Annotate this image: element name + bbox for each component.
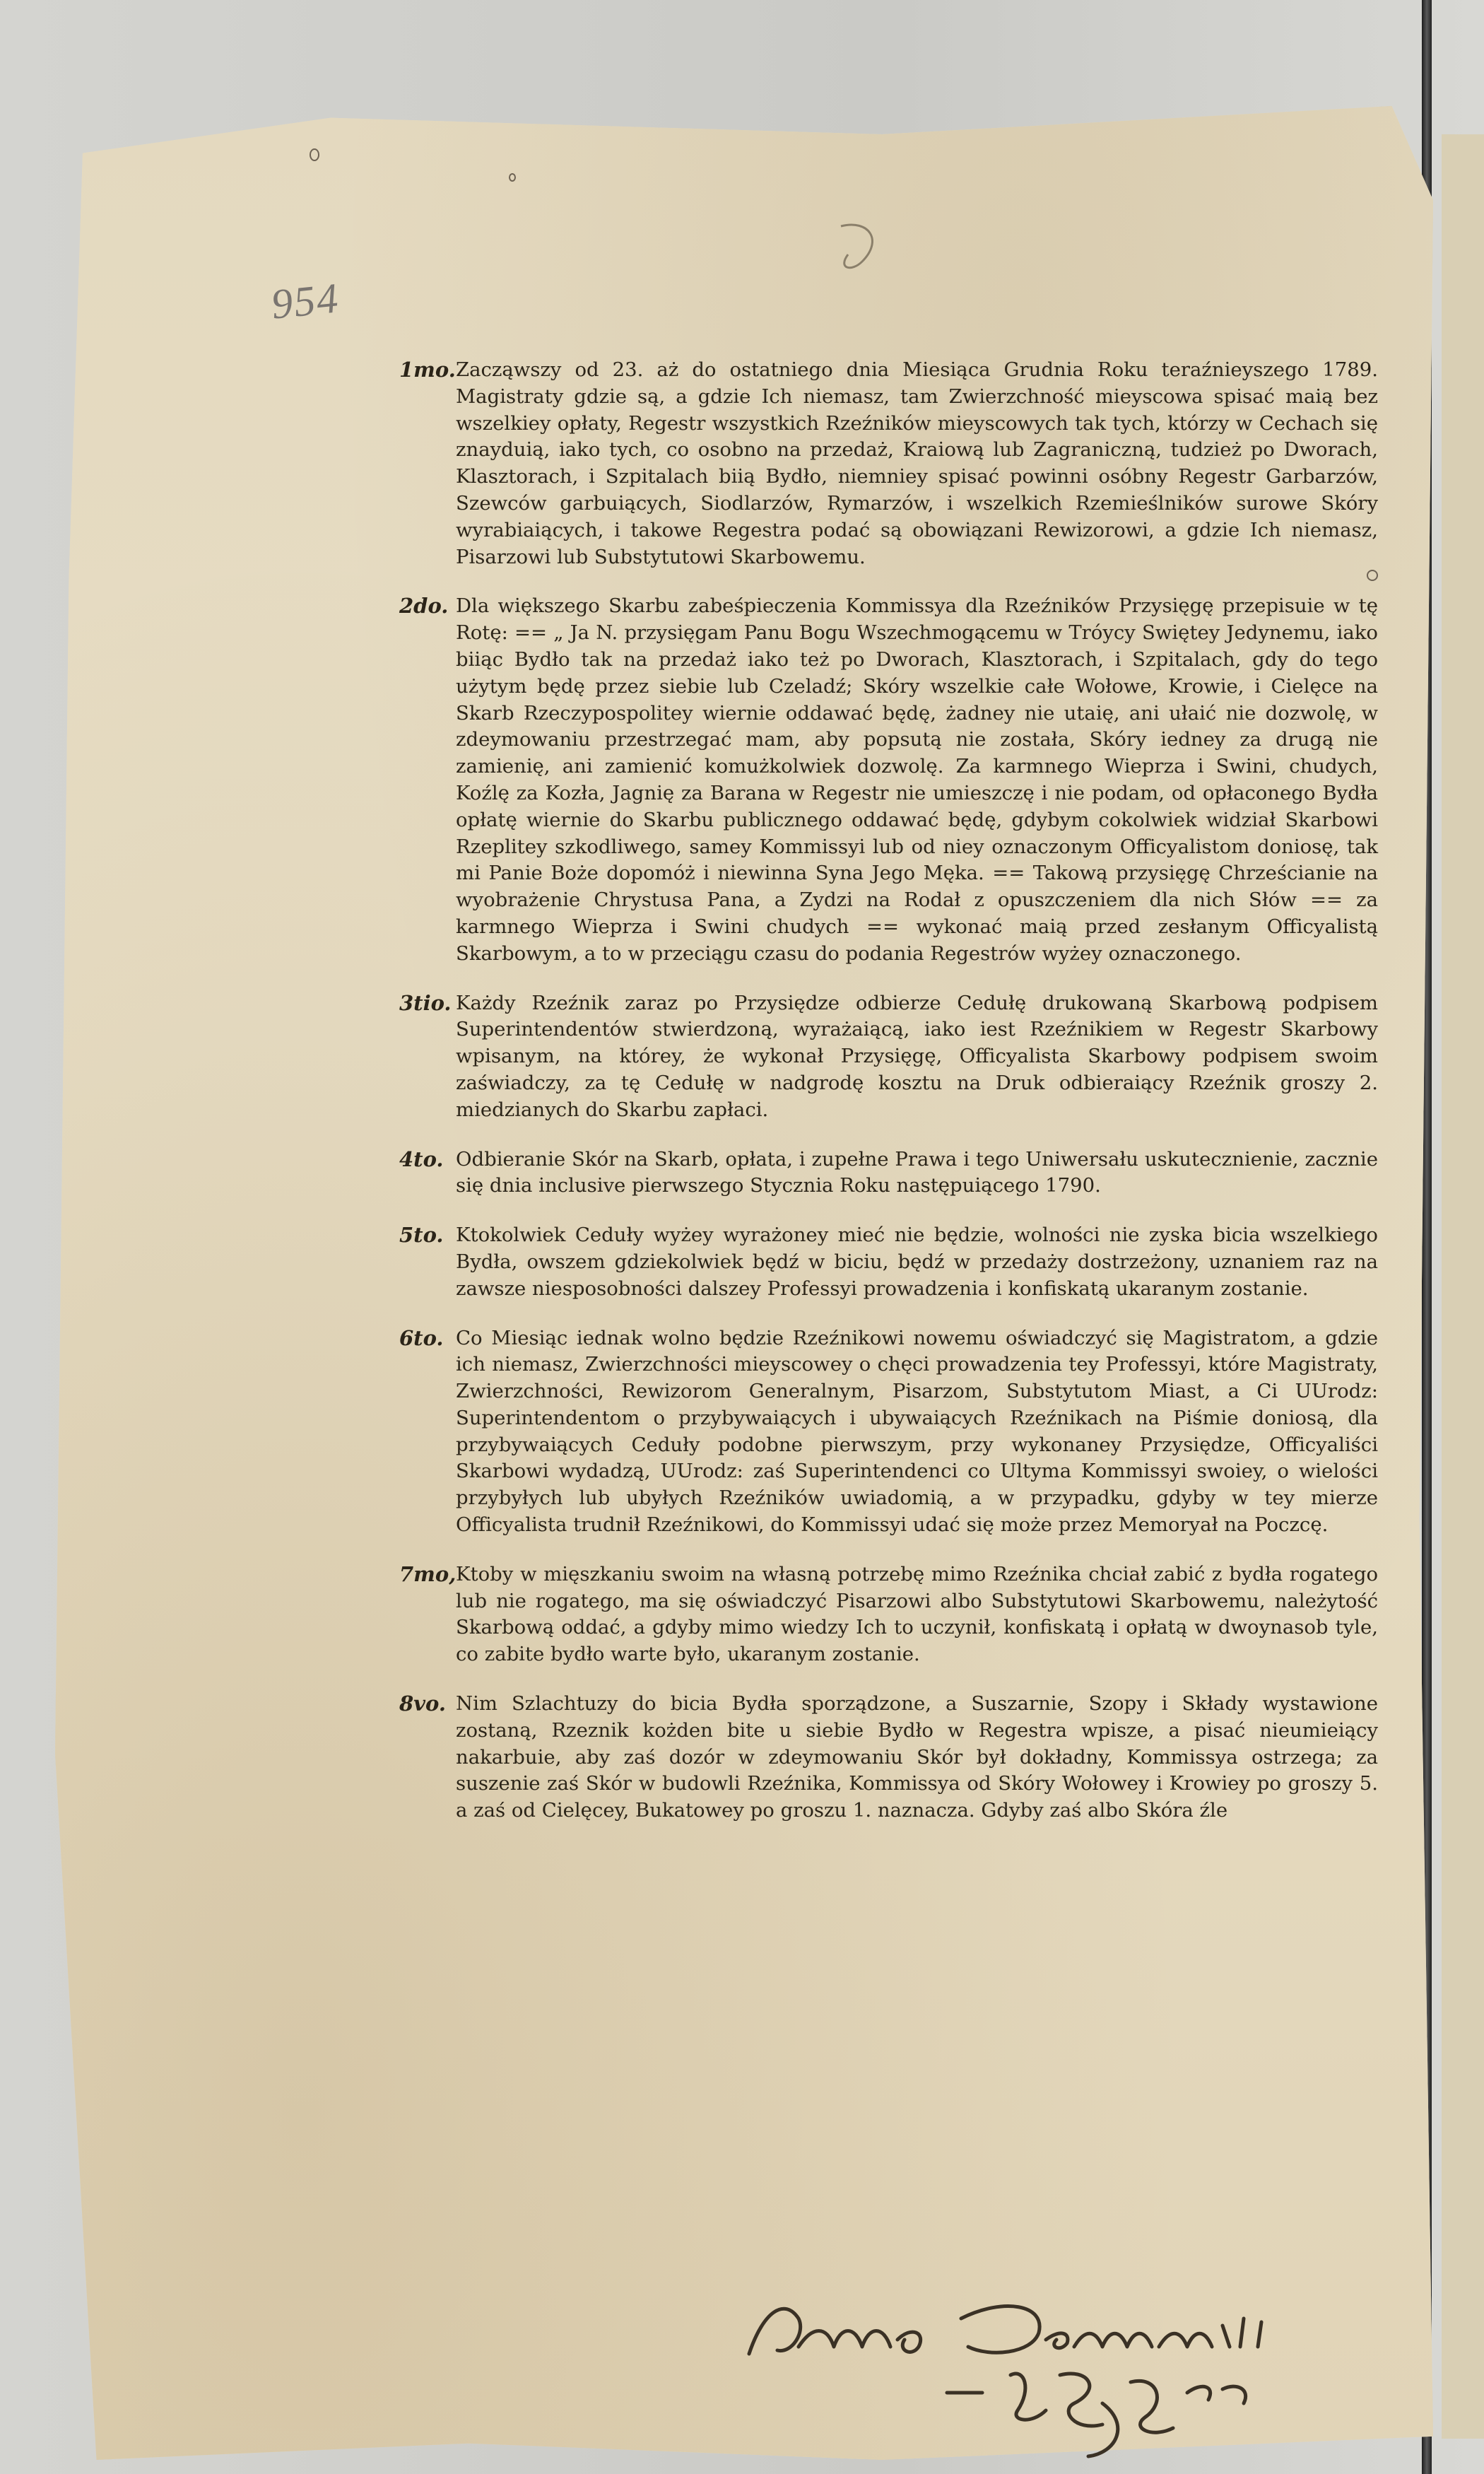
ink-flourish: [827, 212, 897, 283]
paragraph-3: [399, 990, 1378, 1124]
paragraph-text: Co Miesiąc iednak wolno będzie Rzeźnikowi nowemu oświadczyć się Magistratom, a gdzie ich niemasz, Zwierzchności mieyscowey o chęci prowadzenia tey Professyi, które Magistraty, Zwierzchności, Rewizorom Generalnym, Pisarzom, Substytutom Miast, a Ci UUrodz: Superintendentom o przybywaiących i ubywaiących Rzeźnikach na Piśmie doniosą, dla przybywaiących Ceduły podobne pierwszym, przy wykonaney Przysiędze, Officyaliści Skarbowi wydadzą, UUrodz: zaś Superintendenci co Ultyma Kommissyi swoiey, o wielości przybyłych lub ubyłych Rzeźników uwiadomią, a w przypadku, gdyby w tey mierze Officyalista trudnił Rzeźnikowi, do Kommissyi udać się może przez Memoryał na Poczcę.: [456, 1326, 1378, 1537]
paragraph-number: 5to.: [399, 1223, 444, 1248]
paragraph-6: [399, 1325, 1378, 1539]
paragraph-text: Ktoby w mięszkaniu swoim na własną potrzebę mimo Rzeźnika chciał zabić z bydła rogatego lub nie rogatego, ma się oświadczyć Pisarzowi albo Substytutowi Skarbowemu, należytość Skarbową oddać, a gdyby mimo wiedzy Ich to uczynił, konfiskatą i opłatą w dwoynasob tyle, co zabite bydło warte było, ukaranym zostanie.: [456, 1562, 1378, 1666]
document-body: [399, 357, 1378, 1847]
paragraph-text: Odbieranie Skór na Skarb, opłata, i zupełne Prawa i tego Uniwersału uskutecznienie, zacznie się dnia inclusive pierwszego Stycznia Roku następuiącego 1790.: [456, 1147, 1378, 1197]
paragraph-text: Dla większego Skarbu zabeśpieczenia Kommissya dla Rzeźników Przysięgę przepisuie w tę Rotę: == „ Ja N. przysięgam Panu Bogu Wszechmogącemu w Tróycy Swiętey Jedynemu, iako biiąc Bydło tak na przedaż iako też po Dworach, Klasztorach, i Szpitalach, gdy do tego użytym będę przez siebie lub Czeladź; Skóry wszelkie całe Wołowe, Krowie, i Cielęce na Skarb Rzeczypospolitey wiernie oddawać będę, żadney nie utaię, ani ułaić nie dozwolę, w zdeymowaniu przestrzegać mam, aby popsutą nie została, Skóry iedney za drugą nie zamienię, ani zamienić komużkolwiek dozwolę. Za karmnego Wieprza i Swini, chudych, Koźlę za Kozła, Jagnię za Barana w Regestr nie umieszczę i nie podam, od opłaconego Bydła opłatę wiernie do Skarbu publicznego oddawać będę, gdybym cokolwiek widział Skarbowi Rzeplitey szkodliwego, samey Kommissyi lub od niey oznaczonym Officyalistom doniosę, tak mi Panie Boże dopomóż i niewinna Syna Jego Męka. == Takową przysięgę Chrześcianie na wyobrażenie Chrystusa Pana, a Zydzi na Rodał z opuszczeniem dla nich Słów == za karmnego Wieprza i Swini chudych == wykonać maią przed zesłanym Officyalistą Skarbowym, a to w przeciągu czasu do podania Regestrów wyżey oznaczonego.: [456, 594, 1378, 965]
paragraph-text: Ktokolwiek Ceduły wyżey wyrażoney mieć nie będzie, wolności nie zyska bicia wszelkiego Bydła, owszem gdziekolwiek będź w biciu, będź w przedaży dostrzeżony, uznaniem raz na zawsze niesposobności dalszey Professyi prowadzenia i konfiskatą ukaranym zostanie.: [456, 1224, 1378, 1300]
paragraph-text: Zacząwszy od 23. aż do ostatniego dnia Miesiąca Grudnia Roku teraźnieyszego 1789. Magistraty gdzie są, a gdzie Ich niemasz, tam Zwierzchność mieyscowa spisać maią bez wszelkiey opłaty, Regestr wszystkich Rzeźników mieyscowych tak tych, którzy w Cechach się znayduią, iako tych, co osobno na przedaż, Kraiową lub Zagraniczną, tudzież po Dworach, Klasztorach, i Szpitalach biią Bydło, niemniey spisać powinni osóbny Regestr Garbarzów, Szewców garbuiących, Siodlarzów, Rymarzów, i wszelkich Rzemieślników surowe Skóry wyrabiaiących, i takowe Regestra podać są obowiązani Rewizorowi, a gdzie Ich niemasz, Pisarzowi lub Substytutowi Skarbowemu.: [456, 358, 1378, 568]
paragraph-number: 2do.: [399, 594, 449, 618]
next-page-edge: [1442, 134, 1484, 2439]
paragraph-number: 1mo.: [399, 358, 456, 382]
paragraph-number: 8vo.: [399, 1692, 446, 1716]
marginal-number: 954: [269, 274, 342, 328]
paragraph-2: [399, 593, 1378, 967]
paragraph-5: [399, 1222, 1378, 1302]
paragraph-text: Każdy Rzeźnik zaraz po Przysiędze odbierze Cedułę drukowaną Skarbową podpisem Superintendentów stwierdzoną, wyrażaiącą, iako iest Rzeźnikiem w Regestr Skarbowy wpisanym, na którey, że wykonał Przysięgę, Officyalista Skarbowy podpisem swoim zaświadczy, za tę Cedułę w nadgrodę kosztu na Druk odbieraiący Rzeźnik groszy 2. miedzianych do Skarbu zapłaci.: [456, 991, 1378, 1121]
binding-hole: [310, 148, 319, 161]
paragraph-1: [399, 357, 1378, 570]
paragraph-text: Nim Szlachtuzy do bicia Bydła sporządzone, a Suszarnie, Szopy i Składy wystawione zostaną, Rzeznik kożden bite u siebie Bydło w Regestra wpisze, a pisać nieumieiący nakarbuie, aby zaś dozór w zdeymowaniu Skór był dokładny, Kommissya ostrzega; za suszenie zaś Skór w budowli Rzeźnika, Kommissya od Skóry Wołowey i Krowiey po groszy 5. a zaś od Cielęcey, Bukatowey po groszu 1. naznacza. Gdyby zaś albo Skóra źle: [456, 1692, 1378, 1822]
paragraph-7: [399, 1561, 1378, 1668]
handwritten-signature: [735, 2269, 1336, 2460]
paragraph-8: [399, 1691, 1378, 1824]
paragraph-number: 4to.: [399, 1147, 444, 1171]
paragraph-number: 7mo,: [399, 1561, 457, 1586]
paragraph-4: [399, 1147, 1378, 1200]
paragraph-number: 6to.: [399, 1325, 444, 1350]
binding-hole: [509, 173, 516, 182]
paragraph-number: 3tio.: [399, 990, 452, 1015]
